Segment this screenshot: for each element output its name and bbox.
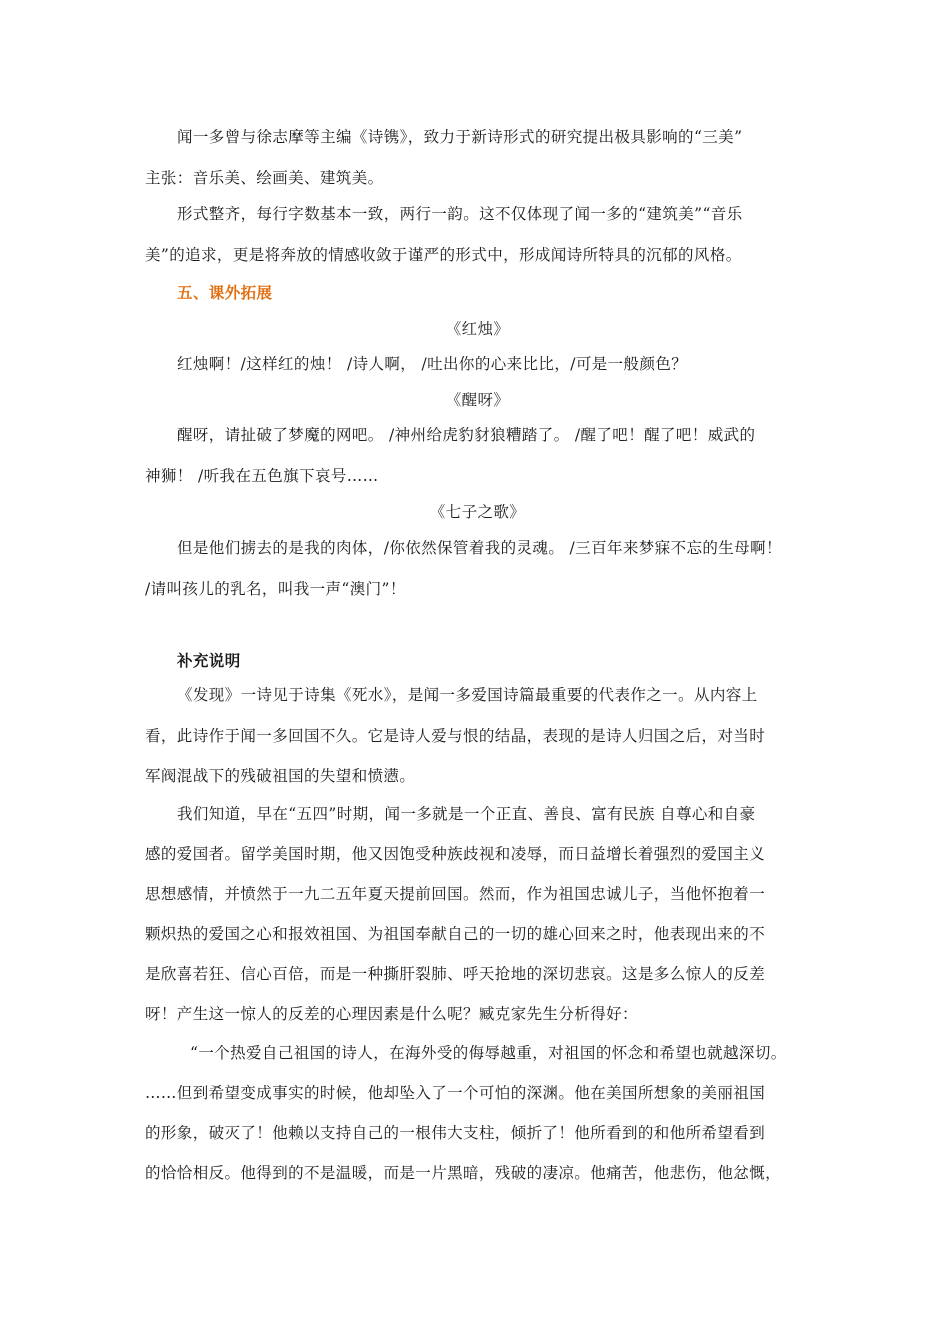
poem-line: 神狮！ /听我在五色旗下哀号…… — [145, 467, 379, 485]
poem-title: 《醒呀》 — [445, 391, 510, 409]
section-heading: 五、课外拓展 — [177, 284, 273, 302]
poem-line: 但是他们掳去的是我的肉体，/你依然保管着我的灵魂。 /三百年来梦寐不忘的生母啊！ — [177, 539, 782, 557]
paragraph-line: 思想感情，并愤然于一九二五年夏天提前回国。然而，作为祖国忠诚儿子，当他怀抱着一 — [145, 885, 766, 903]
paragraph-line: 呀！产生这一惊人的反差的心理因素是什么呢？臧克家先生分析得好： — [145, 1005, 638, 1023]
paragraph-line: 看，此诗作于闻一多回国不久。它是诗人爱与恨的结晶，表现的是诗人归国之后，对当时 — [145, 727, 766, 745]
paragraph-line: 主张：音乐美、绘画美、建筑美。 — [145, 169, 384, 187]
poem-title: 《七子之歌》 — [429, 503, 526, 521]
paragraph-line: 《发现》一诗见于诗集《死水》，是闻一多爱国诗篇最重要的代表作之一。从内容上 — [177, 686, 758, 704]
paragraph-line: 美”的追求，更是将奔放的情感收敛于谨严的形式中，形成闻诗所特具的沉郁的风格。 — [145, 246, 742, 264]
quote-line: 的恰恰相反。他得到的不是温暖，而是一片黑暗，残破的凄凉。他痛苦，他悲伤，他忿慨， — [145, 1164, 782, 1182]
quote-line: “一个热爱自己祖国的诗人，在海外受的侮辱越重，对祖国的怀念和希望也就越深切。 — [190, 1044, 787, 1062]
quote-line: 的形象，破灭了！他赖以支持自己的一根伟大支柱，倾折了！他所看到的和他所希望看到 — [145, 1124, 766, 1142]
paragraph-line: 感的爱国者。留学美国时期，他又因饱受种族歧视和凌辱，而日益增长着强烈的爱国主义 — [145, 845, 766, 863]
section-heading: 补充说明 — [177, 652, 241, 670]
poem-line: 红烛啊！/这样红的烛！ /诗人啊， /吐出你的心来比比，/可是一般颜色？ — [177, 355, 688, 373]
paragraph-line: 颗炽热的爱国之心和报效祖国、为祖国奉献自己的一切的雄心回来之时，他表现出来的不 — [145, 925, 766, 943]
quote-line: ……但到希望变成事实的时候，他却坠入了一个可怕的深渊。他在美国所想象的美丽祖国 — [145, 1084, 766, 1102]
paragraph-line: 军阀混战下的残破祖国的失望和愤懑。 — [145, 767, 416, 785]
paragraph-line: 我们知道，早在“五四”时期，闻一多就是一个正直、善良、富有民族 自尊心和自豪 — [177, 805, 756, 823]
paragraph-line: 闻一多曾与徐志摩等主编《诗镌》，致力于新诗形式的研究提出极具影响的“三美” — [177, 128, 743, 146]
paragraph-line: 是欣喜若狂、信心百倍，而是一种撕肝裂肺、呼天抢地的深切悲哀。这是多么惊人的反差 — [145, 965, 766, 983]
poem-line: /请叫孩儿的乳名，叫我一声“澳门”！ — [145, 580, 406, 598]
poem-title: 《红烛》 — [445, 320, 510, 338]
poem-line: 醒呀，请扯破了梦魔的网吧。 /神州给虎豹豺狼糟踏了。 /醒了吧！醒了吧！威武的 — [177, 426, 756, 444]
paragraph-line: 形式整齐，每行字数基本一致，两行一韵。这不仅体现了闻一多的“建筑美”“音乐 — [177, 205, 743, 223]
